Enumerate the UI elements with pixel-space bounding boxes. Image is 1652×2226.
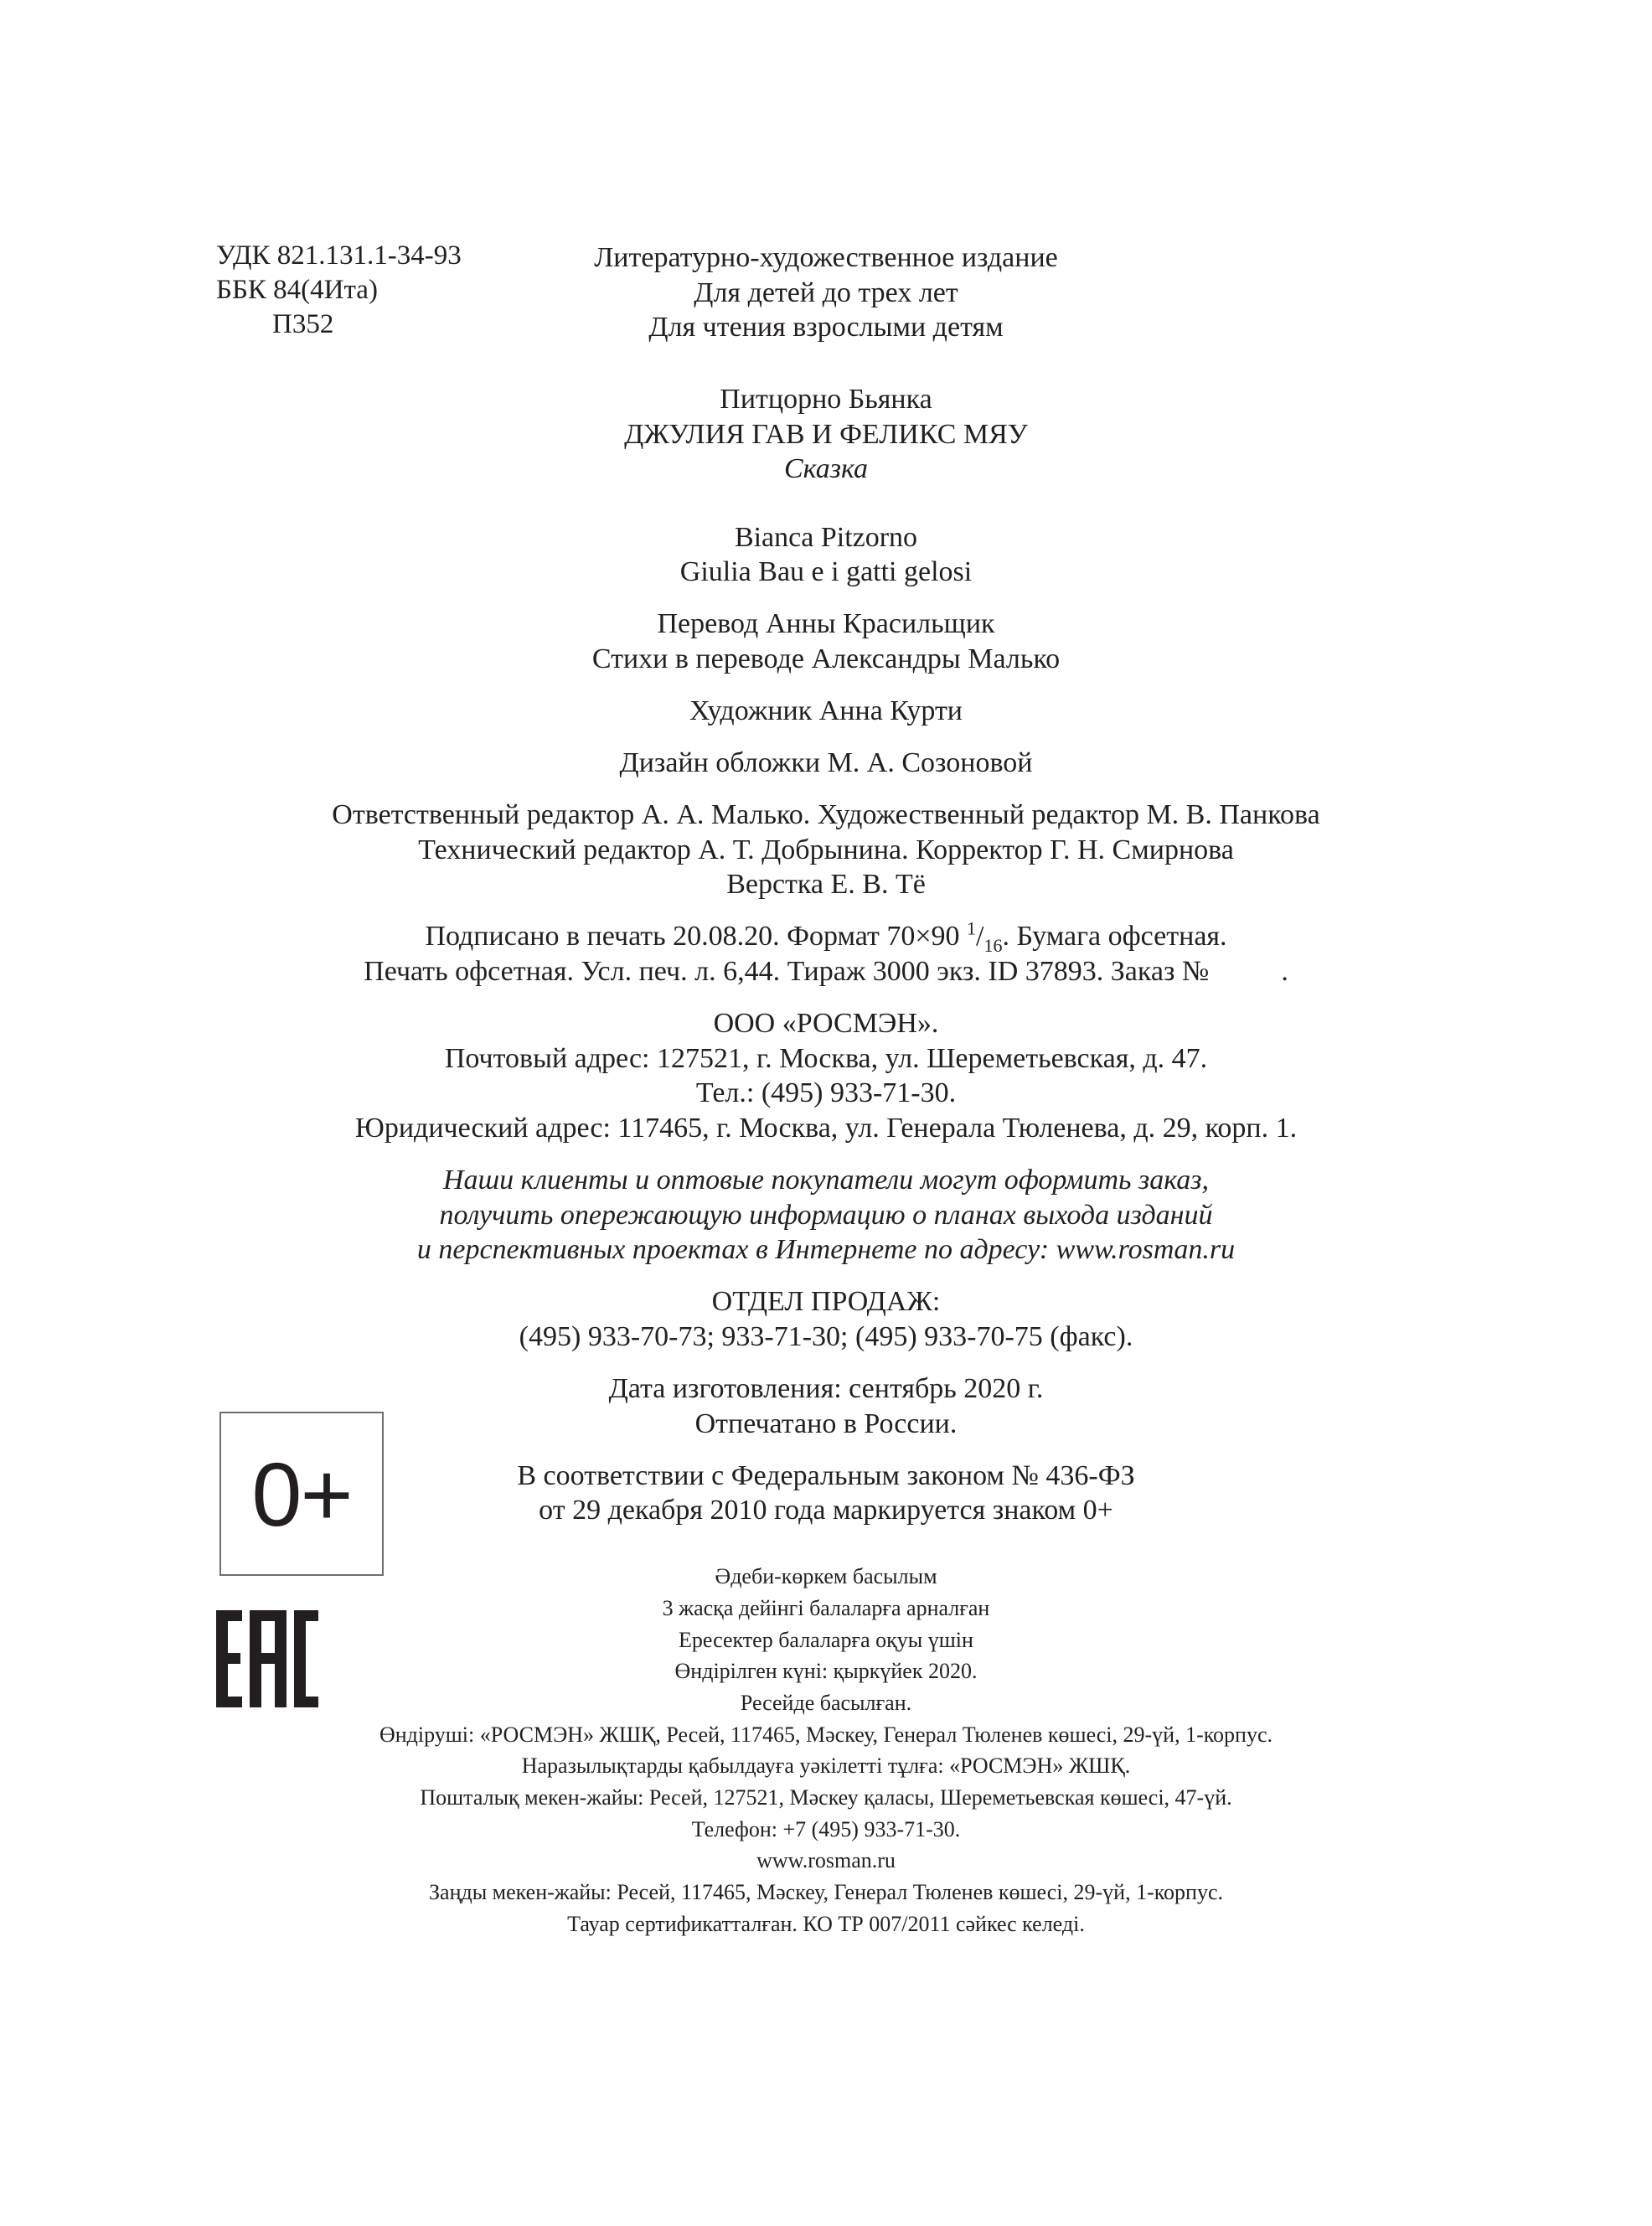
book-author: Питцорно Бьянка	[720, 384, 932, 415]
original-title: Giulia Bau e i gatti gelosi	[679, 556, 973, 587]
kz-line-9: Телефон: +7 (495) 933-71-30.	[691, 1817, 961, 1841]
law-line-1: В соответствии с Федеральным законом № 436-ФЗ	[517, 1460, 1135, 1491]
format-denominator: 16	[983, 934, 1003, 956]
translation-credit: Перевод Анны Красильщик	[657, 608, 995, 639]
kz-line-10: www.rosman.ru	[756, 1848, 896, 1872]
format-separator: /	[976, 921, 984, 952]
printed-country: Отпечатано в России.	[694, 1408, 958, 1439]
illustrator-credit: Художник Анна Курти	[689, 695, 963, 726]
eac-mark-icon	[216, 1610, 318, 1707]
udk-code: УДК 821.131.1-34-93	[216, 240, 462, 271]
format-numerator: 1	[967, 917, 977, 939]
age-group: Для детей до трех лет	[694, 277, 958, 308]
kz-line-8: Пошталық мекен-жайы: Ресей, 127521, Мәскеу қаласы, Шереметьевская көшесі, 47-үй.	[420, 1785, 1232, 1810]
kz-line-2: 3 жасқа дейінгі балаларға арналған	[662, 1596, 990, 1620]
cover-credit: Дизайн обложки М. А. Созоновой	[619, 747, 1033, 778]
reading-note: Для чтения взрослыми детям	[648, 312, 1004, 343]
law-line-2: от 29 декабря 2010 года маркируется знаком 0+	[539, 1495, 1113, 1526]
online-line-3: и перспективных проектах в Интернете по адресу: www.rosman.ru	[416, 1234, 1236, 1265]
print-details-end: .	[1281, 956, 1288, 987]
layout-credit: Верстка Е. В. Тё	[726, 869, 926, 900]
age-rating-mark: 0+	[219, 1412, 384, 1576]
poems-credit: Стихи в переводе Александры Малько	[591, 643, 1061, 674]
bbk-code: ББК 84(4Ита)	[216, 275, 378, 305]
publisher-name: ООО «РОСМЭН».	[713, 1008, 939, 1039]
online-line-1: Наши клиенты и оптовые покупатели могут оформить заказ,	[442, 1165, 1210, 1196]
print-signed-prefix: Подписано в печать 20.08.20. Формат 70×90	[425, 921, 968, 952]
editors-line-1: Ответственный редактор А. А. Малько. Художественный редактор М. В. Панкова	[332, 799, 1320, 830]
print-signed	[0, 917, 1652, 956]
print-signed-suffix: . Бумага офсетная.	[1002, 921, 1227, 952]
kz-line-11: Заңды мекен-жайы: Ресей, 117465, Мәскеу, Генерал Тюленев көшесі, 29-үй, 1-корпус.	[429, 1880, 1223, 1904]
kz-line-12: Тауар сертификатталған. КО ТР 007/2011 сәйкес келеді.	[567, 1912, 1085, 1936]
edition-type: Литературно-художественное издание	[594, 242, 1058, 273]
publisher-postal: Почтовый адрес: 127521, г. Москва, ул. Шереметьевская, д. 47.	[444, 1043, 1208, 1074]
online-line-2: получить опережающую информацию о планах выхода изданий	[439, 1200, 1213, 1231]
sales-phones: (495) 933-70-73; 933-71-30; (495) 933-70-75 (факс).	[519, 1321, 1133, 1352]
publisher-phone: Тел.: (495) 933-71-30.	[695, 1077, 957, 1108]
sales-title: ОТДЕЛ ПРОДАЖ:	[711, 1286, 941, 1317]
kz-line-1: Әдеби-көркем басылым	[715, 1564, 937, 1588]
kz-line-4: Өндірілген күні: қыркүйек 2020.	[674, 1659, 978, 1683]
author-mark: П352	[272, 309, 334, 339]
original-author: Bianca Pitzorno	[734, 522, 918, 553]
book-title: ДЖУЛИЯ ГАВ И ФЕЛИКС МЯУ	[624, 419, 1028, 450]
manufacture-date: Дата изготовления: сентябрь 2020 г.	[608, 1373, 1044, 1404]
book-genre: Сказка	[783, 453, 869, 484]
print-details-text: Печать офсетная. Усл. печ. л. 6,44. Тираж 3000 экз. ID 37893. Заказ №	[364, 956, 1210, 987]
kz-line-6: Өндіруші: «РОСМЭН» ЖШҚ, Ресей, 117465, Мәскеу, Генерал Тюленев көшесі, 29-үй, 1-корпус.	[379, 1722, 1273, 1747]
print-details	[0, 955, 1652, 989]
editors-line-2: Технический редактор А. Т. Добрынина. Корректор Г. Н. Смирнова	[418, 834, 1234, 865]
kz-line-5: Ресейде басылған.	[740, 1691, 912, 1715]
kz-line-7: Наразылықтарды қабылдауға уәкілетті тұлға: «РОСМЭН» ЖШҚ.	[521, 1753, 1131, 1778]
publisher-legal: Юридический адрес: 117465, г. Москва, ул. Генерала Тюленева, д. 29, корп. 1.	[354, 1113, 1298, 1144]
kz-line-3: Ересектер балаларға оқуы үшін	[679, 1628, 973, 1652]
